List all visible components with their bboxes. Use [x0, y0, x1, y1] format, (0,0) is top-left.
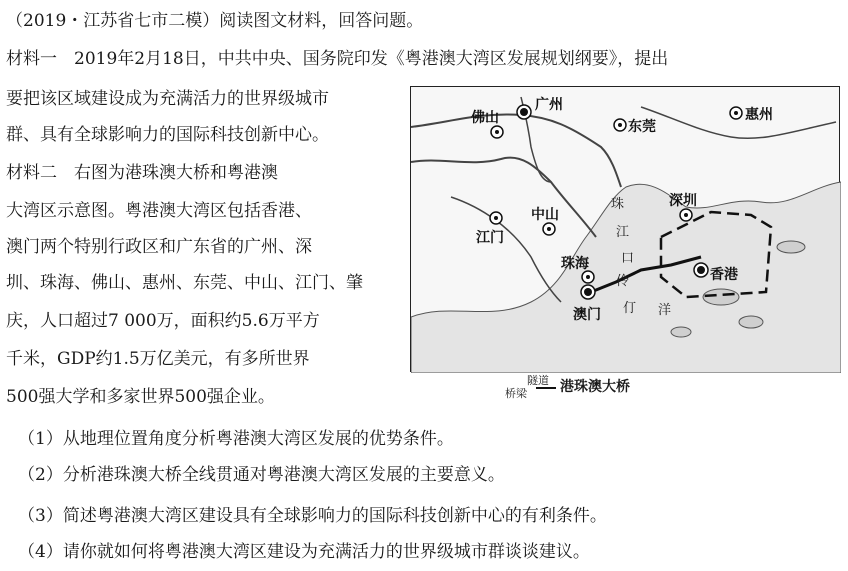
city-marker-hongkong — [694, 263, 708, 277]
city-label-jiangmen: 江门 — [476, 230, 504, 246]
island — [777, 241, 805, 253]
material2-line: 圳、珠海、佛山、惠州、东莞、中山、江门、肇 — [6, 273, 363, 293]
city-marker-shenzhen — [680, 209, 692, 221]
question-item: （3）简述粤港澳大湾区建设具有全球影响力的国际科技创新中心的有利条件。 — [18, 506, 607, 526]
city-label-huizhou: 惠州 — [745, 107, 773, 123]
water-label-ding: 仃 — [623, 301, 637, 316]
water-label-ling: 伶 — [616, 274, 630, 289]
island — [703, 289, 739, 305]
city-marker-guangzhou — [517, 105, 531, 119]
question-item: （2）分析港珠澳大桥全线贯通对粤港澳大湾区发展的主要意义。 — [18, 465, 505, 485]
city-marker-dongguan — [614, 119, 626, 131]
material2-line: 材料二 右图为港珠澳大桥和粤港澳 — [6, 163, 278, 183]
material1-line2: 要把该区域建设成为充满活力的世界级城市 — [6, 89, 329, 109]
material2-line: 澳门两个特别行政区和广东省的广州、深 — [6, 237, 312, 257]
city-label-shenzhen: 深圳 — [669, 193, 697, 209]
city-label-foshan: 佛山 — [471, 110, 499, 126]
material2-line: 庆，人口超过7 000万，面积约5.6万平方 — [6, 311, 320, 331]
material1-line3: 群、具有全球影响力的国际科技创新中心。 — [6, 125, 329, 145]
city-marker-huizhou — [730, 107, 742, 119]
question-item: （4）请你就如何将粤港澳大湾区建设为充满活力的世界级城市群谈谈建议。 — [18, 542, 590, 562]
question-source: （2019・江苏省七市二模）阅读图文材料，回答问题。 — [6, 11, 424, 31]
island — [671, 327, 691, 337]
water-label-kou: 口 — [621, 251, 635, 266]
legend-line-icon — [536, 384, 556, 392]
legend-bridge-label: 桥梁 — [505, 387, 527, 400]
city-label-dongguan: 东莞 — [628, 119, 656, 135]
island — [739, 316, 763, 328]
material2-line: 千米，GDP约1.5万亿美元，有多所世界 — [6, 349, 310, 369]
city-marker-macau — [581, 285, 595, 299]
city-label-zhuhai: 珠海 — [561, 256, 589, 272]
material2-line: 大湾区示意图。粤港澳大湾区包括香港、 — [6, 201, 312, 221]
city-marker-zhongshan — [543, 223, 555, 235]
city-label-zhongshan: 中山 — [531, 207, 559, 223]
city-label-guangzhou: 广州 — [535, 97, 563, 113]
legend-tunnel-label: 隧道 — [527, 374, 549, 387]
material1-line1: 材料一 2019年2月18日，中共中央、国务院印发《粤港澳大湾区发展规划纲要》，提出 — [6, 49, 669, 69]
city-marker-jiangmen — [490, 212, 502, 224]
city-label-macau: 澳门 — [573, 307, 601, 323]
water-label-zhu: 珠 — [611, 197, 625, 212]
water-label-jiang: 江 — [616, 225, 630, 240]
city-label-hongkong: 香港 — [710, 267, 738, 283]
greater-bay-area-map — [410, 86, 840, 372]
map-legend — [505, 372, 675, 398]
material2-line: 500强大学和多家世界500强企业。 — [6, 387, 275, 407]
river — [411, 114, 621, 187]
legend-title: 港珠澳大桥 — [560, 379, 630, 395]
river — [411, 158, 596, 237]
question-item: （1）从地理位置角度分析粤港澳大湾区发展的优势条件。 — [18, 429, 454, 449]
water-label-yang: 洋 — [658, 303, 672, 318]
city-marker-foshan — [491, 126, 503, 138]
